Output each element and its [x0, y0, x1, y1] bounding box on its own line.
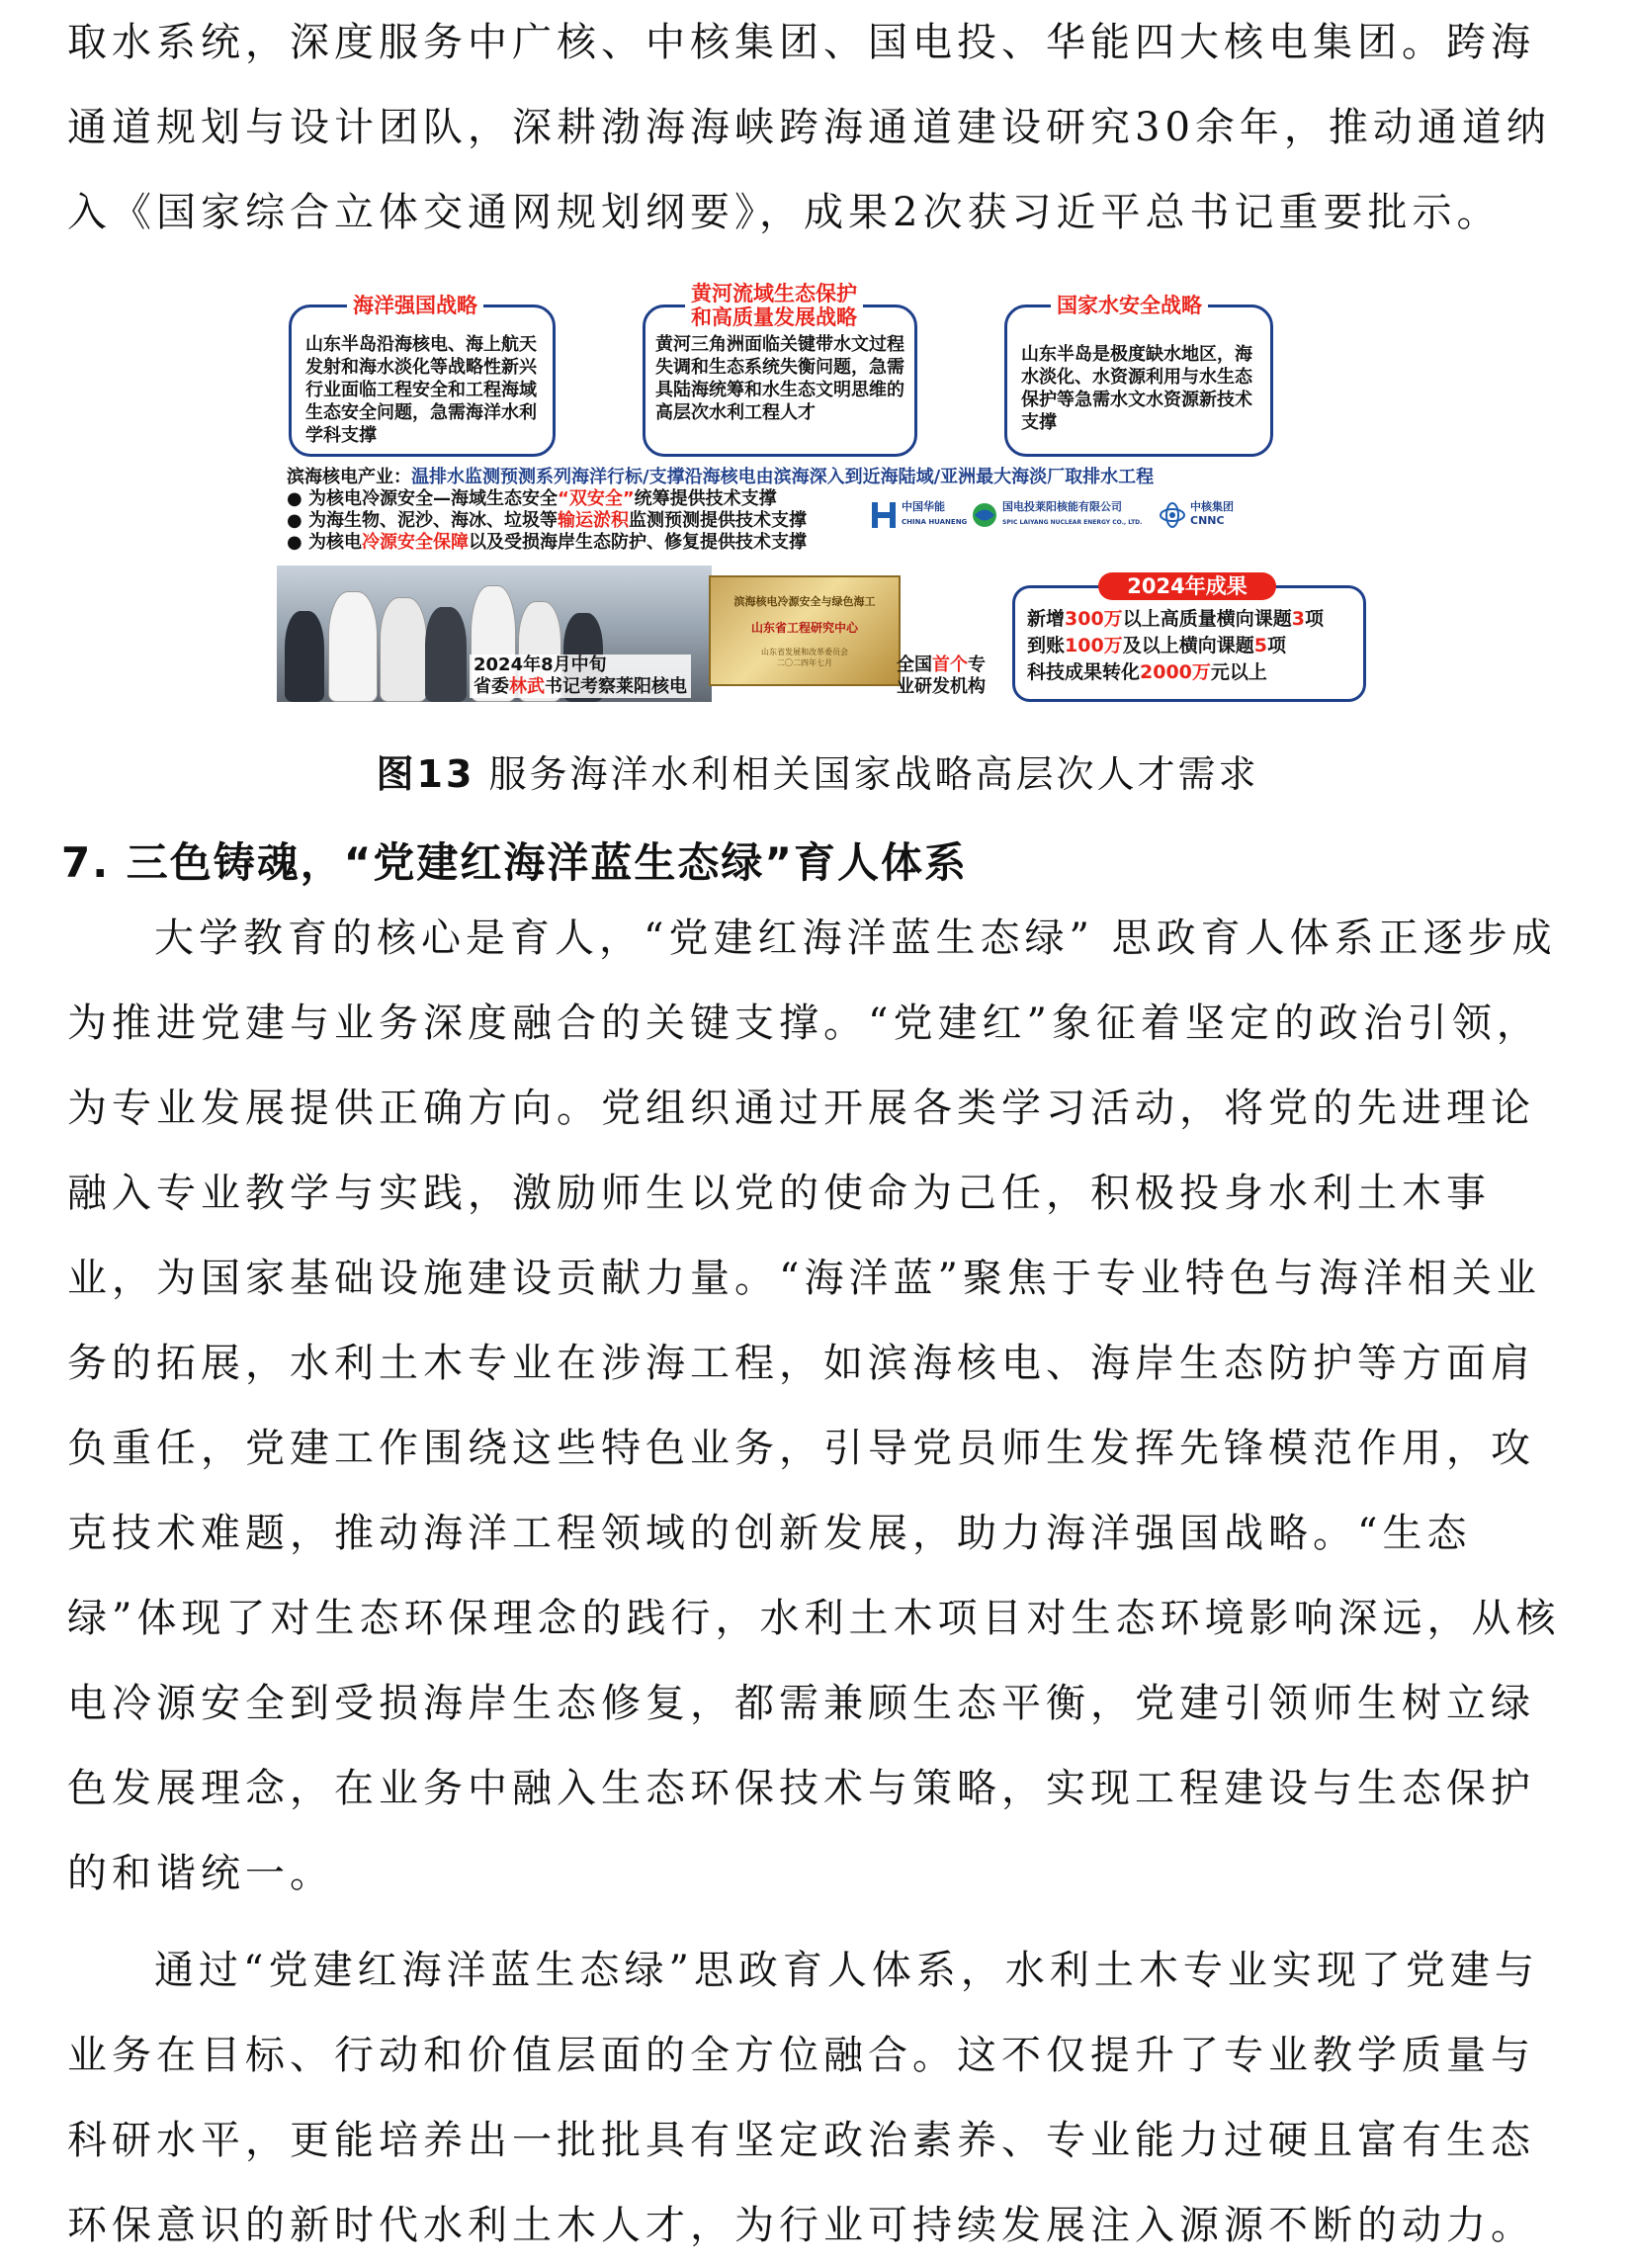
- strategy-box-title: [685, 282, 863, 329]
- bullet-text: 监测预测提供技术支撑: [628, 510, 807, 531]
- bullet-text: 为海生物、泥沙、海冰、垃圾等: [307, 510, 558, 531]
- result-text: 项: [1304, 608, 1324, 630]
- research-center-plaque: [709, 575, 901, 686]
- industry-text: 温排水监测预测系列海洋行标/支撑沿海核电由滨海深入到近海陆域/亚洲最大海淡厂取排水工程: [411, 467, 1155, 487]
- bullet-highlight: “双安全”: [557, 488, 635, 509]
- huaneng-name-en: CHINA HUANENG: [902, 518, 968, 526]
- result-item: [1027, 659, 1324, 686]
- result-item: [1027, 633, 1324, 659]
- strategy-figure: [277, 282, 1364, 708]
- industry-label: 滨海核电产业：: [287, 467, 411, 487]
- figure-caption-text: 服务海洋水利相关国家战略高层次人才需求: [488, 752, 1259, 796]
- first-institution-line: 业研发机构: [897, 676, 986, 697]
- result-text: 及以上横向课题: [1122, 635, 1254, 656]
- huaneng-logo-icon: [870, 500, 898, 530]
- result-highlight: 300万: [1065, 608, 1123, 630]
- result-text: 科技成果转化: [1027, 661, 1141, 683]
- photo-caption-event: [473, 676, 687, 698]
- body-paragraph: 大学教育的核心是育人，“党建红海洋蓝生态绿” 思政育人体系正逐步成为推进党建与业务深度融合的关键支撑。“党建红”象征着坚定的政治引领，为专业发展提供正确方向。党组织通过开展各类学习活动，将党的先进理论融入专业教学与实践，激励师生以党的使命为己任，积极投身水利土木事业，为国家基础设施建设贡献力量。“海洋蓝”聚焦于专业特色与海洋相关业务的拓展，水利土木专业在涉海工程，如滨海核电、海岸生态防护等方面肩负重任，党建工作围绕这些特色业务，引导党员师生发挥先锋模范作用，攻克技术难题，推动海洋工程领域的创新发展，助力海洋强国战略。“生态绿”体现了对生态环保理念的践行，水利土木项目对生态环境影响深远，从核电冷源安全到受损海岸生态修复，都需兼顾生态平衡，党建引领师生树立绿色发展理念，在业务中融入生态环保技术与策略，实现工程建设与生态保护的和谐统一。: [67, 916, 1561, 1896]
- cnnc-logo-icon: [1159, 500, 1186, 530]
- results-box: [1012, 574, 1366, 702]
- result-text: 元以上: [1210, 661, 1267, 683]
- huaneng-name: 中国华能: [902, 500, 945, 513]
- cnnc-name: 中核集团: [1190, 500, 1234, 513]
- bullet-text: 为核电冷源安全—海域生态安全: [307, 488, 558, 509]
- person-figure: [328, 591, 378, 702]
- plaque-main: 山东省工程研究中心: [750, 621, 858, 635]
- strategy-box-title: 海洋强国战略: [347, 294, 483, 317]
- intro-paragraph: 取水系统，深度服务中广核、中核集团、国电投、华能四大核电集团。跨海通道规划与设计团队，深耕渤海海峡跨海通道建设研究30余年，推动通道纳入《国家综合立体交通网规划纲要》，成果2次获习近平总书记重要批示。: [67, 20, 1551, 235]
- strategy-box-title-line: 和高质量发展战略: [691, 305, 857, 329]
- result-text: 以上高质量横向课题: [1122, 608, 1292, 630]
- spic-name-en: SPIC LAIYANG NUCLEAR ENERGY CO., LTD.: [1002, 519, 1143, 526]
- bullet-item: ● 为核电冷源安全—海域生态安全“双安全”统筹提供技术支撑: [287, 488, 777, 509]
- bullet-text: 以及受损海岸生态防护、修复提供技术支撑: [468, 532, 807, 553]
- partner-logos: [870, 498, 1285, 532]
- photo-caption-text: 省委: [473, 676, 509, 697]
- spic-name: 国电投莱阳核能有限公司: [1002, 500, 1122, 513]
- result-text: 到账: [1027, 635, 1066, 656]
- photo-caption-text: 书记考察莱阳核电: [545, 676, 687, 697]
- results-list: [1027, 606, 1324, 686]
- photo-caption-highlight: 林武: [509, 676, 545, 697]
- result-text: 新增: [1027, 608, 1066, 630]
- strategy-box-yellow-river: [643, 282, 917, 457]
- strategy-box-text: 黄河三角洲面临关键带水文过程失调和生态系统失衡问题，急需具陆海统筹和水生态文明思维的高层次水利工程人才: [655, 334, 904, 423]
- bullet-highlight: 冷源安全保障: [361, 532, 469, 553]
- first-institution-line: [897, 654, 986, 676]
- result-highlight: 2000万: [1140, 661, 1211, 683]
- strategy-box-title: 国家水安全战略: [1051, 294, 1208, 317]
- bullet-highlight: 输运淤积: [557, 510, 629, 531]
- person-figure: [425, 607, 467, 702]
- results-title: 2024年成果: [1098, 572, 1276, 600]
- strategy-box-water-security: [1004, 294, 1273, 457]
- result-highlight: 5: [1253, 635, 1267, 656]
- photo-caption-date: 2024年8月中旬: [473, 654, 607, 675]
- strategy-box-title-line: 黄河流域生态保护: [691, 282, 857, 305]
- bullet-item: ● 为海生物、泥沙、海冰、垃圾等输运淤积监测预测提供技术支撑: [287, 510, 807, 531]
- person-figure: [380, 597, 427, 702]
- industry-line: [287, 467, 1154, 488]
- plaque-issuer-name: 山东省发展和改革委员会: [761, 648, 848, 656]
- result-highlight: 3: [1291, 608, 1305, 630]
- figure-caption: [0, 743, 1635, 798]
- bullet-list: [287, 488, 807, 554]
- plaque-issuer-date: 二〇二四年七月: [777, 658, 832, 667]
- bullet-text: 统筹提供技术支撑: [634, 488, 777, 509]
- person-figure: [285, 611, 324, 702]
- body-paragraph: 通过“党建红海洋蓝生态绿”思政育人体系，水利土木专业实现了党建与业务在目标、行动和价值层面的全方位融合。这不仅提升了专业教学质量与科研水平，更能培养出一批批具有坚定政治素养、专业能力过硬且富有生态环保意识的新时代水利土木人才，为行业可持续发展注入源源不断的动力。: [67, 1948, 1539, 2248]
- photo-caption: [470, 654, 691, 698]
- first-institution-text: 全国: [897, 654, 932, 675]
- plaque-issuer: [711, 647, 899, 668]
- strategy-box-text: 山东半岛是极度缺水地区，海水淡化、水资源利用与水生态保护等急需水文水资源新技术支撑: [1021, 344, 1252, 433]
- result-item: [1027, 606, 1324, 633]
- result-text: 项: [1266, 635, 1286, 656]
- bullet-text: 为核电: [307, 532, 362, 553]
- strategy-box-text: 山东半岛沿海核电、海上航天发射和海水淡化等战略性新兴行业面临工程安全和工程海域生态安全问题，急需海洋水利学科支撑: [305, 334, 537, 446]
- spic-logo-icon: [971, 500, 998, 530]
- first-institution-label: [897, 654, 986, 698]
- result-highlight: 100万: [1065, 635, 1123, 656]
- plaque-title: 滨海核电冷源安全与绿色海工: [733, 595, 876, 608]
- strategy-box-ocean: [289, 294, 556, 457]
- first-institution-text: 专: [968, 654, 986, 675]
- figure-number: 图13: [376, 752, 475, 796]
- bullet-item: ● 为核电冷源安全保障以及受损海岸生态防护、修复提供技术支撑: [287, 532, 807, 553]
- first-institution-highlight: 首个: [932, 654, 968, 675]
- cnnc-name-en: CNNC: [1190, 514, 1225, 527]
- section-heading: 7. 三色铸魂，“党建红海洋蓝生态绿”育人体系: [61, 838, 969, 887]
